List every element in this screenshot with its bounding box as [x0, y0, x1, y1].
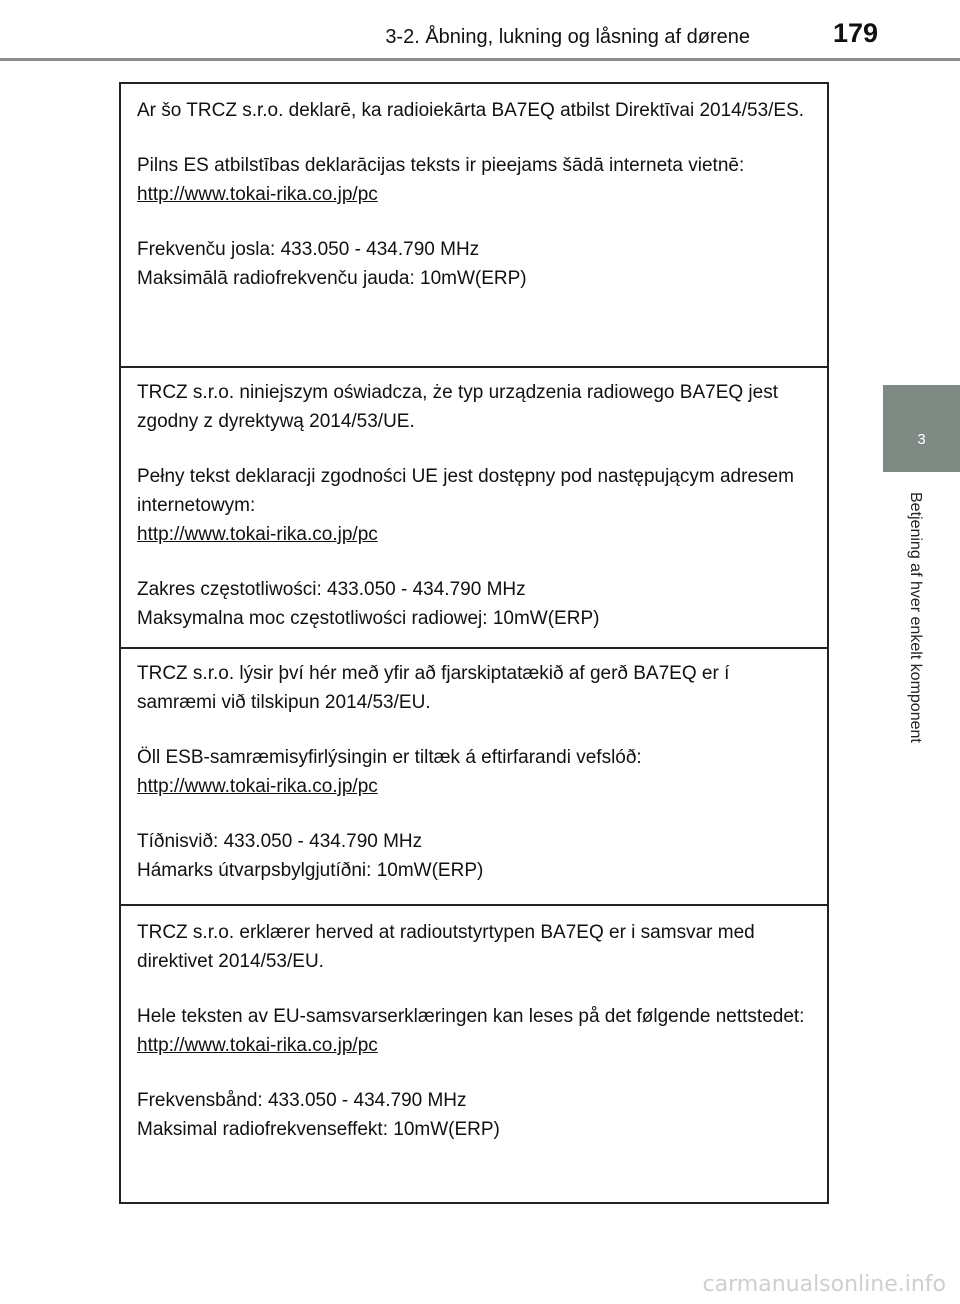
declaration-link[interactable]: http://www.tokai-rika.co.jp/pc [137, 184, 378, 205]
declaration-norwegian [121, 904, 827, 1204]
max-power: Maksymalna moc częstotliwości radiowej: 10mW(ERP) [137, 608, 600, 629]
chapter-tab [883, 385, 960, 472]
chapter-number: 3 [917, 431, 926, 448]
max-power: Maksimālā radiofrekvenču jauda: 10mW(ERP) [137, 268, 527, 289]
section-title: 3-2. Åbning, lukning og låsning af dørene [385, 26, 750, 48]
page-number: 179 [832, 18, 878, 48]
declaration-statement: TRCZ s.r.o. erklærer herved at radioutstyrtypen BA7EQ er i samsvar med direktivet 2014/53/EU. [137, 922, 755, 972]
frequency-band: Frekvenču josla: 433.050 - 434.790 MHz [137, 239, 480, 260]
declaration-statement: TRCZ s.r.o. niniejszym oświadcza, że typ urządzenia radiowego BA7EQ jest zgodny z dyrektywą 2014/53/UE. [137, 382, 778, 432]
declaration-polish [121, 366, 827, 648]
declaration-info: Pełny tekst deklaracji zgodności UE jest dostępny pod następującym adresem internetowym: [137, 466, 794, 516]
declaration-statement: Ar šo TRCZ s.r.o. deklarē, ka radioiekārta BA7EQ atbilst Direktīvai 2014/53/ES. [137, 100, 805, 121]
frequency-band: Zakres częstotliwości: 433.050 - 434.790 MHz [137, 579, 526, 600]
declaration-box [119, 82, 829, 1204]
chapter-label: Betjening af hver enkelt komponent [907, 492, 924, 743]
declaration-info: Öll ESB-samræmisyfirlýsingin er tiltæk á eftirfarandi vefslóð: [137, 747, 642, 768]
frequency-band: Frekvensbånd: 433.050 - 434.790 MHz [137, 1090, 467, 1111]
declaration-info: Hele teksten av EU-samsvarserklæringen kan leses på det følgende nettstedet: [137, 1006, 805, 1027]
max-power: Maksimal radiofrekvenseffekt: 10mW(ERP) [137, 1119, 500, 1140]
header-divider [0, 58, 960, 61]
declaration-link[interactable]: http://www.tokai-rika.co.jp/pc [137, 776, 378, 797]
max-power: Hámarks útvarpsbylgjutíðni: 10mW(ERP) [137, 860, 484, 881]
declaration-link[interactable]: http://www.tokai-rika.co.jp/pc [137, 524, 378, 545]
frequency-band: Tíðnisvið: 433.050 - 434.790 MHz [137, 831, 423, 852]
page-header [0, 0, 960, 62]
declaration-latvian [121, 84, 827, 367]
declaration-statement: TRCZ s.r.o. lýsir því hér með yfir að fjarskiptatækið af gerð BA7EQ er í samræmi við tilskipun 2014/53/EU. [137, 663, 730, 713]
declaration-icelandic [121, 647, 827, 905]
declaration-link[interactable]: http://www.tokai-rika.co.jp/pc [137, 1035, 378, 1056]
watermark: carmanualsonline.info [702, 1272, 946, 1297]
declaration-info: Pilns ES atbilstības deklarācijas teksts ir pieejams šādā interneta vietnē: [137, 155, 745, 176]
